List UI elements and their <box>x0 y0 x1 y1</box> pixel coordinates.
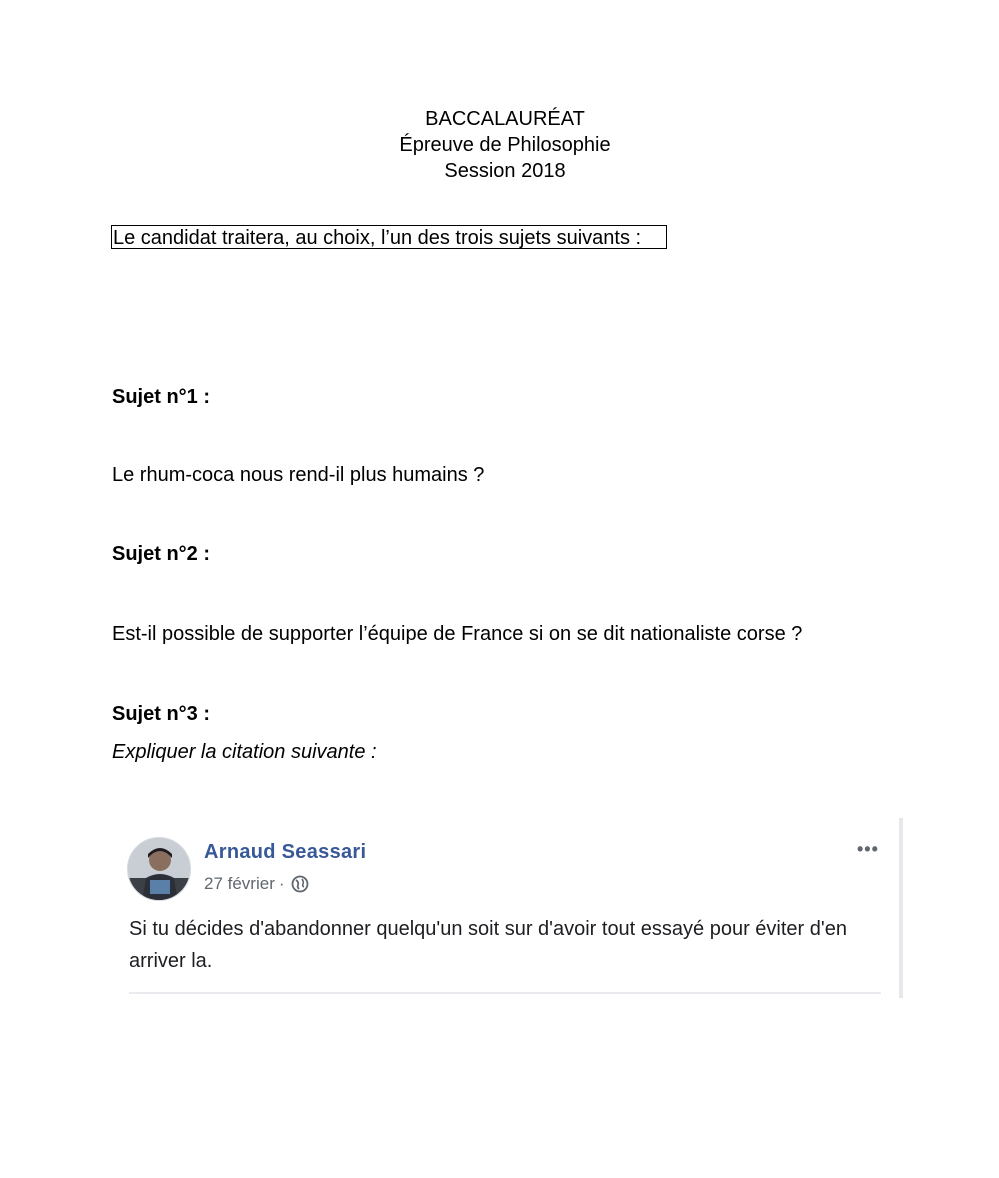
exam-title: BACCALAURÉAT <box>425 108 585 130</box>
post-body-text: Si tu décides d'abandonner quelqu'un soit sur d'avoir tout essayé pour éviter d'en arriver la. <box>129 918 847 972</box>
exam-subject: Épreuve de Philosophie <box>399 134 611 156</box>
sujet-3-heading: Sujet n°3 : <box>112 703 211 725</box>
globe-icon <box>291 875 309 893</box>
exam-header <box>0 106 999 184</box>
post-date[interactable]: 27 février <box>204 874 275 893</box>
meta-separator: · <box>278 874 285 893</box>
exam-session: Session 2018 <box>444 160 566 182</box>
avatar[interactable] <box>127 837 191 901</box>
instruction-box: Le candidat traitera, au choix, l’un des trois sujets suivants : <box>111 225 667 249</box>
sujet-2-heading: Sujet n°2 : <box>112 543 211 565</box>
sujet-3-text: Expliquer la citation suivante : <box>112 741 377 763</box>
sujet-1-text: Le rhum-coca nous rend-il plus humains ? <box>112 464 485 486</box>
post-meta <box>204 874 309 894</box>
post-divider <box>129 992 881 994</box>
sujet-2-text: Est-il possible de supporter l’équipe de France si on se dit nationaliste corse ? <box>112 623 803 645</box>
quoted-post-card <box>112 818 903 998</box>
post-author-name[interactable]: Arnaud Seassari <box>204 841 367 863</box>
more-options-icon[interactable]: ••• <box>857 839 879 859</box>
sujet-1-heading: Sujet n°1 : <box>112 386 211 408</box>
